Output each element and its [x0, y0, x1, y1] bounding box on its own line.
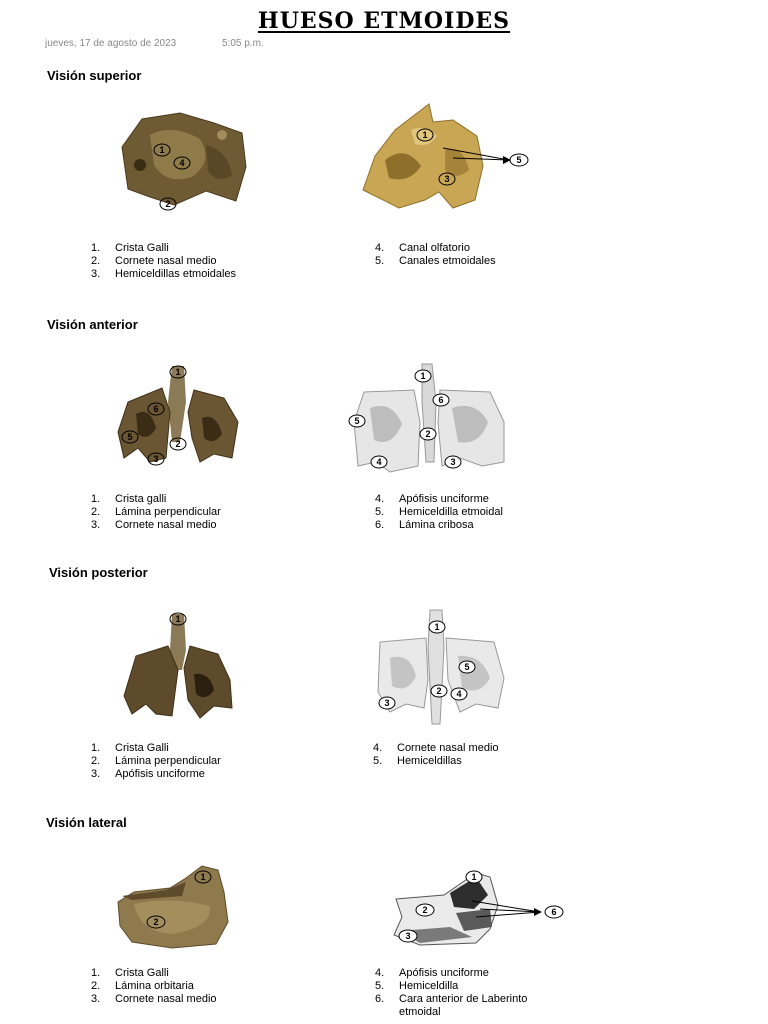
marker-5 [349, 415, 365, 427]
list-item: 5. Hemiceldillas [373, 755, 462, 767]
svg-text:5: 5 [516, 155, 522, 165]
anterior-bone-photo-left [110, 362, 245, 470]
list-item: 2. Cornete nasal medio [91, 255, 217, 267]
svg-text:2: 2 [422, 905, 428, 915]
marker-3 [445, 456, 461, 468]
list-item: 4. Canal olfatorio [375, 242, 470, 254]
section-title-superior: Visión superior [47, 68, 142, 83]
lateral-legend-right [375, 967, 569, 1019]
note-time: 5:05 p.m. [222, 38, 264, 49]
list-item: 2. Lámina perpendicular [91, 755, 221, 767]
svg-text:2: 2 [153, 917, 159, 927]
marker-1 [415, 370, 431, 382]
svg-text:2: 2 [165, 199, 171, 209]
posterior-legend-right [373, 742, 499, 768]
list-item: 4. Apófisis unciforme [375, 493, 489, 505]
superior-legend-left [91, 242, 236, 281]
svg-text:3: 3 [405, 931, 411, 941]
anterior-legend-left [91, 493, 221, 532]
svg-text:6: 6 [153, 404, 159, 414]
marker-2 [420, 428, 436, 440]
section-title-posterior: Visión posterior [49, 565, 148, 580]
posterior-bone-photo-left [118, 610, 238, 722]
list-item: 2. Lámina perpendicular [91, 506, 221, 518]
svg-text:3: 3 [153, 454, 159, 464]
marker-1 [429, 621, 445, 633]
svg-text:3: 3 [384, 698, 390, 708]
list-item: 1. Crista galli [91, 493, 167, 505]
list-item: 1. Crista Galli [91, 242, 169, 254]
posterior-legend-left [91, 742, 221, 781]
svg-text:4: 4 [456, 689, 462, 699]
anterior-bone-illustration-right [340, 362, 515, 474]
svg-text:1: 1 [175, 367, 181, 377]
page-title: HUESO ETMOIDES [257, 8, 511, 34]
list-item: 6. Lámina cribosa [375, 519, 474, 531]
svg-text:5: 5 [127, 432, 133, 442]
marker-5 [510, 154, 528, 166]
superior-bone-photo-right [355, 100, 545, 215]
section-title-anterior: Visión anterior [47, 317, 138, 332]
list-item: 5. Canales etmoidales [375, 255, 496, 267]
marker-4 [451, 688, 467, 700]
marker-6 [545, 906, 563, 918]
svg-text:2: 2 [425, 429, 431, 439]
marker-6 [433, 394, 449, 406]
superior-legend-right [375, 242, 496, 268]
svg-text:1: 1 [422, 130, 428, 140]
svg-text:6: 6 [551, 907, 557, 917]
section-title-lateral: Visión lateral [46, 815, 127, 830]
svg-text:2: 2 [436, 686, 442, 696]
svg-text:1: 1 [159, 145, 165, 155]
lateral-legend-left [91, 967, 217, 1006]
svg-text:4: 4 [179, 158, 185, 168]
marker-2 [170, 438, 186, 450]
list-item: 1. Crista Galli [91, 742, 169, 754]
svg-text:2: 2 [175, 439, 181, 449]
svg-text:1: 1 [471, 872, 477, 882]
list-item: 3. Cornete nasal medio [91, 993, 217, 1005]
list-item: 6. Cara anterior de Laberinto etmoidal [375, 993, 528, 1018]
svg-text:1: 1 [175, 614, 181, 624]
list-item: 3. Hemiceldillas etmoidales [91, 268, 237, 280]
svg-text:1: 1 [200, 872, 206, 882]
marker-2 [431, 685, 447, 697]
svg-text:5: 5 [464, 662, 470, 672]
marker-2 [416, 904, 434, 916]
anterior-legend-right [375, 493, 503, 532]
note-date: jueves, 17 de agosto de 2023 [45, 38, 177, 49]
svg-text:1: 1 [434, 622, 440, 632]
svg-text:3: 3 [444, 174, 450, 184]
marker-1 [466, 871, 482, 883]
list-item: 5. Hemiceldilla etmoidal [375, 506, 503, 518]
list-item: 3. Apófisis unciforme [91, 768, 205, 780]
svg-text:4: 4 [376, 457, 382, 467]
list-item: 3. Cornete nasal medio [91, 519, 217, 531]
svg-text:6: 6 [438, 395, 444, 405]
svg-text:3: 3 [450, 457, 456, 467]
lateral-bone-photo-left [112, 862, 237, 950]
list-item: 2. Lámina orbitaria [91, 980, 194, 992]
superior-bone-photo-left [110, 105, 260, 215]
list-item: 4. Cornete nasal medio [373, 742, 499, 754]
marker-3 [399, 930, 417, 942]
list-item: 1. Crista Galli [91, 967, 169, 979]
list-item: 4. Apófisis unciforme [375, 967, 489, 979]
svg-text:1: 1 [420, 371, 426, 381]
list-item: 5. Hemiceldilla [375, 980, 459, 992]
marker-3 [379, 697, 395, 709]
marker-4 [371, 456, 387, 468]
posterior-bone-illustration-right [370, 608, 510, 730]
lateral-bone-illustration-right [380, 865, 580, 951]
svg-text:5: 5 [354, 416, 360, 426]
marker-5 [459, 661, 475, 673]
